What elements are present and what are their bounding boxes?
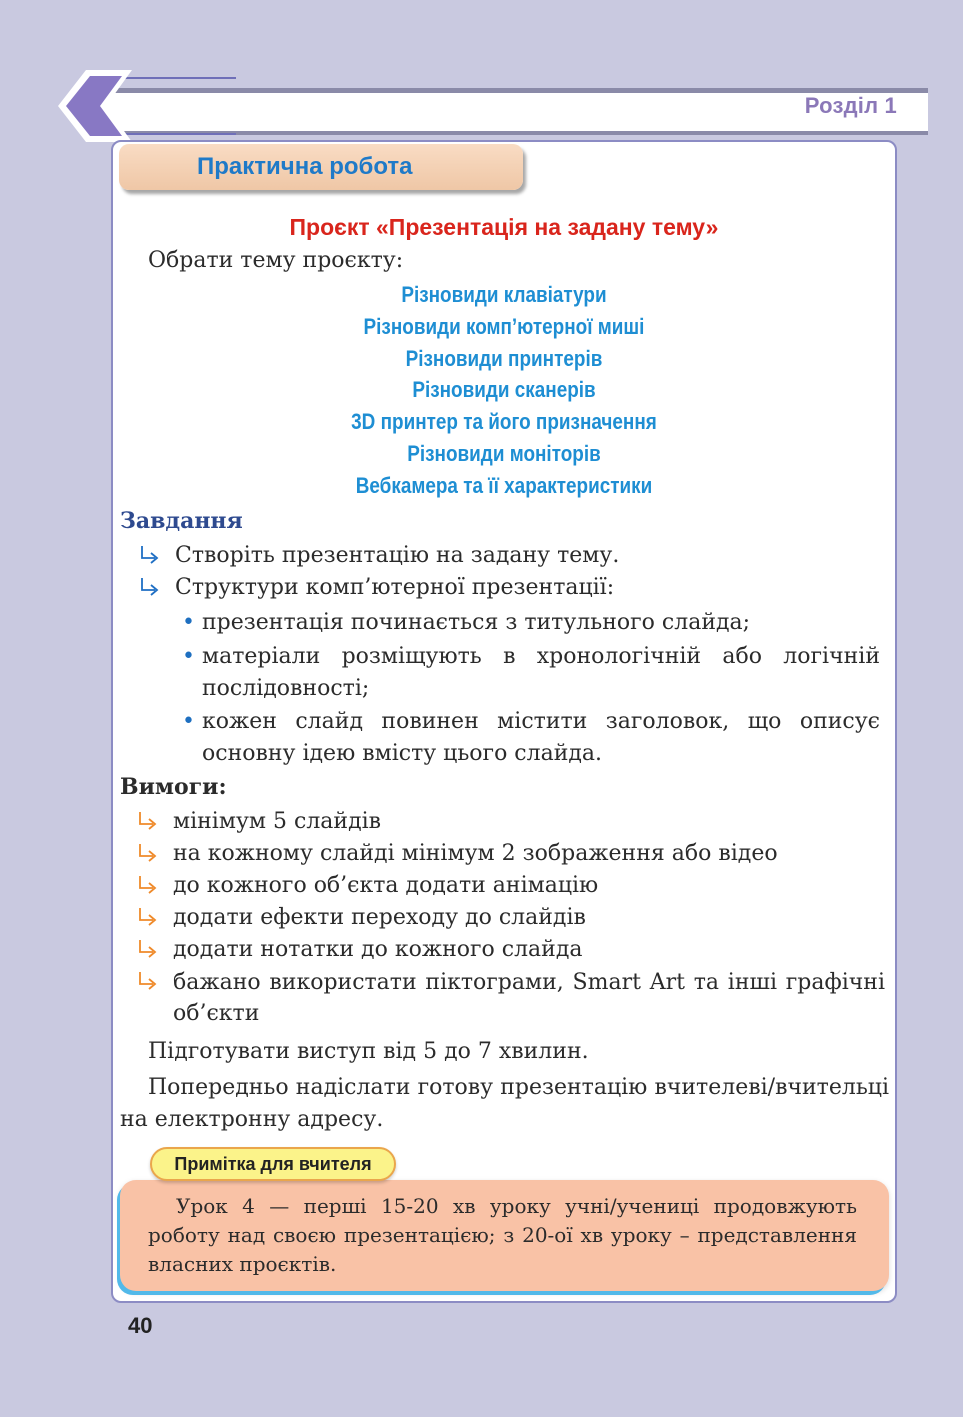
bullet-text: презентація починається з титульного слайда;	[202, 610, 751, 635]
hook-arrow-icon	[137, 970, 159, 994]
project-title: Проєкт «Презентація на задану тему»	[289, 214, 719, 240]
hook-arrow-icon	[139, 544, 161, 568]
decor-line-bottom	[118, 133, 236, 135]
header-band	[88, 88, 928, 135]
page-number: 40	[128, 1313, 153, 1338]
task-text: Структури комп’ютерної презентації:	[175, 575, 615, 600]
requirement-text: мінімум 5 слайдів	[173, 809, 382, 834]
topic-item: Різновиди принтерів	[405, 345, 603, 371]
project-intro: Обрати тему проєкту:	[148, 248, 404, 273]
teacher-note-box	[120, 1180, 889, 1291]
hook-arrow-icon	[137, 810, 159, 834]
requirements-heading: Вимоги:	[120, 774, 227, 800]
requirement-text: на кожному слайді мінімум 2 зображення або відео	[173, 841, 778, 866]
hook-arrow-icon	[137, 906, 159, 930]
topic-list	[111, 279, 897, 502]
bullet-dot: •	[182, 644, 195, 669]
requirement-text: додати ефекти переходу до слайдів	[173, 905, 586, 930]
teacher-note-text: Урок 4 — перші 15-20 хв уроку учні/учениці продовжують роботу над своєю презентацією; з 20-ої хв уроку – представлення власних проєктів.	[148, 1194, 857, 1276]
topic-item: Різновиди комп’ютерної миші	[363, 313, 645, 339]
requirement-text: бажано використати піктограми, Smart Art та інші графічні об’єкти	[173, 970, 885, 1026]
topic-item: 3D принтер та його призначення	[351, 409, 657, 435]
submission-paragraph: Попередньо надіслати готову презентацію вчителеві/вчительці на електронну адресу.	[120, 1075, 889, 1132]
hook-arrow-icon	[139, 576, 161, 600]
task-text: Створіть презентацію на задану тему.	[175, 543, 620, 568]
speech-paragraph: Підготувати виступ від 5 до 7 хвилин.	[148, 1039, 589, 1064]
decor-line-top	[118, 77, 236, 79]
practical-work-tab: Практична робота	[119, 144, 523, 190]
bullet-text: кожен слайд повинен містити заголовок, що описує основну ідею вмісту цього слайда.	[202, 709, 880, 766]
topic-item: Вебкамера та її характеристики	[355, 472, 653, 498]
teacher-note-tab: Примітка для вчителя	[150, 1147, 396, 1181]
requirement-text: до кожного об’єкта додати анімацію	[173, 873, 599, 898]
chevron-left-arrow-icon	[54, 68, 134, 144]
topic-item: Різновиди моніторів	[407, 440, 601, 466]
bullet-dot: •	[182, 709, 195, 734]
hook-arrow-icon	[137, 874, 159, 898]
hook-arrow-icon	[137, 842, 159, 866]
section-label: Розділ 1	[804, 93, 897, 118]
topic-item: Різновиди сканерів	[412, 377, 596, 403]
tasks-heading: Завдання	[120, 508, 243, 534]
bullet-dot: •	[182, 610, 195, 635]
topic-item: Різновиди клавіатури	[401, 282, 607, 307]
hook-arrow-icon	[137, 938, 159, 962]
requirement-text: додати нотатки до кожного слайда	[173, 937, 583, 962]
bullet-text: матеріали розміщують в хронологічній або логічній послідовності;	[202, 644, 880, 701]
